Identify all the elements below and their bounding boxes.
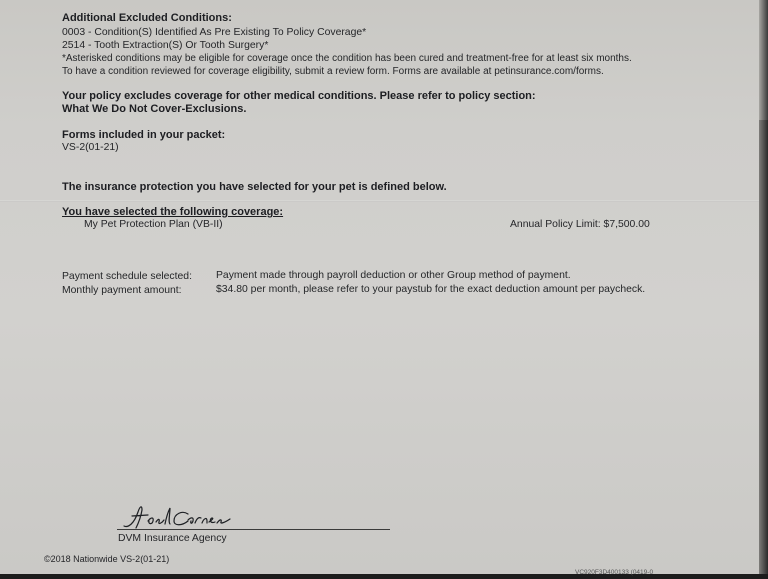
exclusion-note-2: To have a condition reviewed for coverage eligibility, submit a review form. Forms are available at petinsurance.com/forms. [62, 66, 604, 77]
footer-code: VC920F3D400133 (0419-0 [575, 569, 654, 576]
coverage-heading: You have selected the following coverage: [62, 206, 284, 218]
coverage-limit: Annual Policy Limit: $7,500.00 [510, 219, 650, 230]
exclusion-line-1: 0003 - Condition(S) Identified As Pre Existing To Policy Coverage* [62, 27, 367, 38]
payment-amount-label: Monthly payment amount: [62, 285, 182, 296]
forms-code: VS-2(01-21) [62, 142, 119, 153]
payment-schedule-value: Payment made through payroll deduction or other Group method of payment. [216, 270, 571, 281]
signature-agency: DVM Insurance Agency [118, 533, 227, 544]
page-edge [759, 0, 768, 120]
exclusions-heading: Additional Excluded Conditions: [62, 12, 232, 24]
coverage-plan: My Pet Protection Plan (VB-II) [84, 219, 223, 230]
payment-amount-value: $34.80 per month, please refer to your paystub for the exact deduction amount per paycheck. [216, 284, 646, 295]
forms-heading: Forms included in your packet: [62, 129, 226, 141]
paper-fold [0, 200, 768, 202]
protection-statement: The insurance protection you have selected for your pet is defined below. [62, 181, 447, 193]
exclusion-line-2: 2514 - Tooth Extraction(S) Or Tooth Surgery* [62, 40, 269, 51]
exclusion-note-1: *Asterisked conditions may be eligible for coverage once the condition has been cured and treatment-free for at least six months. [62, 53, 632, 64]
policy-notice-line-1: Your policy excludes coverage for other medical conditions. Please refer to policy section: [62, 90, 536, 102]
page-edge-lower [759, 120, 768, 574]
signature-image [118, 502, 243, 532]
signature-line [117, 529, 390, 530]
footer-copyright: ©2018 Nationwide VS-2(01-21) [44, 554, 170, 564]
payment-schedule-label: Payment schedule selected: [62, 271, 192, 282]
policy-notice-line-2: What We Do Not Cover-Exclusions. [62, 103, 247, 115]
